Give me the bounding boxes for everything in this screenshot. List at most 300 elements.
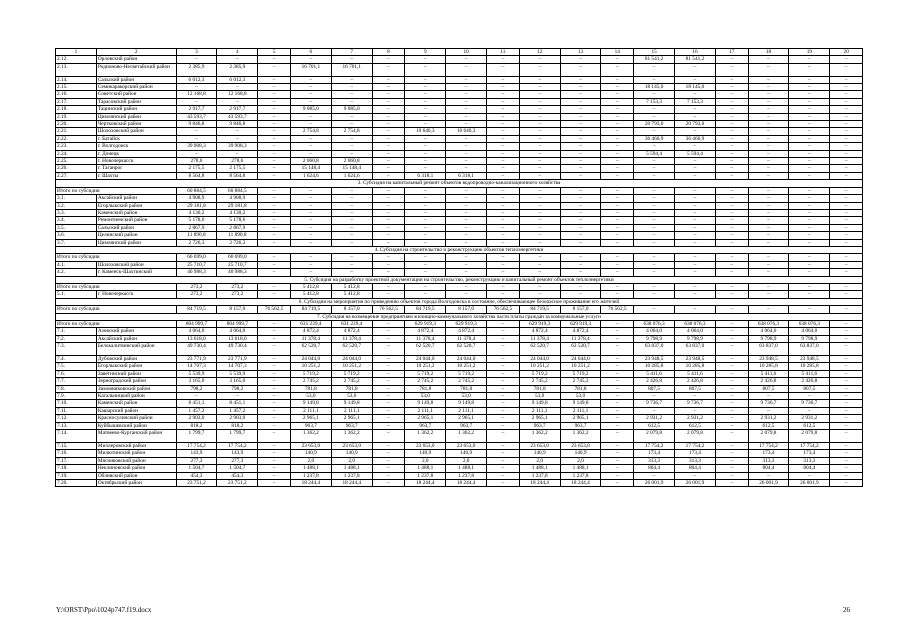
district-name: Советский район bbox=[96, 91, 176, 98]
value-cell: – bbox=[601, 202, 634, 209]
value-cell: – bbox=[258, 195, 291, 202]
value-cell: – bbox=[748, 158, 789, 165]
value-cell: 638 076,3 bbox=[634, 321, 675, 328]
value-cell: 2 726,3 bbox=[176, 239, 217, 246]
value-cell: – bbox=[675, 217, 716, 224]
value-cell: – bbox=[715, 306, 748, 313]
value-cell: – bbox=[217, 150, 258, 157]
value-cell: 1 237,8 bbox=[560, 472, 601, 479]
value-cell: 1 237,8 bbox=[519, 472, 560, 479]
value-cell: – bbox=[258, 217, 291, 224]
table-row bbox=[56, 363, 863, 370]
value-cell: – bbox=[601, 76, 634, 83]
value-cell: – bbox=[675, 269, 716, 276]
value-cell: – bbox=[830, 165, 863, 172]
value-cell: 18 145,0 bbox=[675, 84, 716, 91]
value-cell: 631 239,4 bbox=[290, 321, 331, 328]
value-cell: – bbox=[830, 343, 863, 356]
value-cell: 29 181,8 bbox=[176, 202, 217, 209]
value-cell: – bbox=[560, 291, 601, 298]
value-cell: – bbox=[560, 195, 601, 202]
district-name: Зерноградский район bbox=[96, 378, 176, 385]
value-cell: 2 931,2 bbox=[789, 415, 830, 422]
value-cell: 36 466,9 bbox=[675, 135, 716, 142]
value-cell: 629 919,3 bbox=[405, 321, 446, 328]
value-cell: – bbox=[487, 150, 520, 157]
value-cell: – bbox=[830, 356, 863, 363]
value-cell: 1 237,8 bbox=[331, 472, 372, 479]
row-number: 2.12. bbox=[56, 56, 97, 63]
value-cell: 2 931,2 bbox=[634, 415, 675, 422]
value-cell: – bbox=[830, 442, 863, 449]
value-cell: – bbox=[675, 283, 716, 290]
value-cell: 40 988,3 bbox=[217, 269, 258, 276]
district-name: Орловский район bbox=[96, 56, 176, 63]
value-cell: – bbox=[748, 239, 789, 246]
value-cell: 17 754,2 bbox=[217, 442, 258, 449]
value-cell: – bbox=[601, 209, 634, 216]
value-cell: 2 965,1 bbox=[331, 415, 372, 422]
table-row bbox=[56, 232, 863, 239]
value-cell: – bbox=[830, 172, 863, 179]
value-cell: – bbox=[715, 430, 748, 443]
value-cell: 16 701,1 bbox=[331, 63, 372, 76]
value-cell: 804,4 bbox=[675, 465, 716, 472]
value-cell: 9 149,8 bbox=[446, 400, 487, 407]
column-number-cell: 17 bbox=[715, 49, 748, 56]
value-cell: – bbox=[258, 465, 291, 472]
value-cell: – bbox=[789, 187, 830, 194]
value-cell: – bbox=[290, 84, 331, 91]
value-cell: 23 653,0 bbox=[446, 442, 487, 449]
row-number: 7.9. bbox=[56, 393, 97, 400]
value-cell: 629 919,3 bbox=[519, 321, 560, 328]
value-cell: – bbox=[519, 291, 560, 298]
value-cell: – bbox=[487, 202, 520, 209]
value-cell: – bbox=[372, 291, 405, 298]
value-cell: 638 076,3 bbox=[789, 321, 830, 328]
value-cell: – bbox=[446, 165, 487, 172]
value-cell: – bbox=[560, 91, 601, 98]
table-row bbox=[56, 143, 863, 150]
value-cell: 2 385,9 bbox=[217, 63, 258, 76]
value-cell: – bbox=[258, 261, 291, 268]
row-number: 7.10. bbox=[56, 400, 97, 407]
value-cell: 454,3 bbox=[176, 472, 217, 479]
value-cell: 2 426,8 bbox=[789, 378, 830, 385]
value-cell: – bbox=[487, 283, 520, 290]
value-cell: – bbox=[258, 269, 291, 276]
value-cell: – bbox=[372, 98, 405, 105]
value-cell: – bbox=[258, 450, 291, 457]
value-cell: 13 618,0 bbox=[176, 335, 217, 342]
value-cell: – bbox=[331, 56, 372, 63]
value-cell: – bbox=[634, 217, 675, 224]
value-cell: – bbox=[601, 442, 634, 449]
value-cell: – bbox=[601, 335, 634, 342]
value-cell: – bbox=[487, 76, 520, 83]
value-cell: – bbox=[290, 135, 331, 142]
value-cell: 140,9 bbox=[331, 450, 372, 457]
value-cell: – bbox=[372, 63, 405, 76]
value-cell: – bbox=[789, 269, 830, 276]
value-cell: – bbox=[290, 76, 331, 83]
value-cell: – bbox=[331, 217, 372, 224]
value-cell: 4 872,4 bbox=[560, 328, 601, 335]
value-cell: 2 917,7 bbox=[176, 106, 217, 113]
value-cell: – bbox=[519, 128, 560, 135]
value-cell: 76 562,5 bbox=[258, 306, 291, 313]
value-cell: – bbox=[715, 400, 748, 407]
value-cell: – bbox=[258, 370, 291, 377]
value-cell: 9 149,8 bbox=[290, 400, 331, 407]
value-cell: – bbox=[405, 269, 446, 276]
value-cell: 5 411,6 bbox=[748, 370, 789, 377]
value-cell: – bbox=[601, 385, 634, 392]
value-cell: – bbox=[331, 239, 372, 246]
value-cell: 60 884,5 bbox=[217, 187, 258, 194]
value-cell: – bbox=[446, 291, 487, 298]
value-cell: 76 562,5 bbox=[487, 306, 520, 313]
value-cell: 2 965,1 bbox=[519, 415, 560, 422]
value-cell: – bbox=[258, 239, 291, 246]
value-cell: – bbox=[487, 261, 520, 268]
row-number: 2.26. bbox=[56, 165, 97, 172]
value-cell: – bbox=[258, 209, 291, 216]
value-cell: – bbox=[789, 407, 830, 414]
value-cell: – bbox=[372, 450, 405, 457]
value-cell: 454,3 bbox=[217, 472, 258, 479]
value-cell: 9 798,9 bbox=[748, 335, 789, 342]
value-cell: – bbox=[372, 165, 405, 172]
district-name: Шолоховский район bbox=[96, 128, 176, 135]
value-cell: – bbox=[830, 321, 863, 328]
value-cell: – bbox=[675, 232, 716, 239]
subtotal-row bbox=[56, 321, 863, 328]
value-cell: – bbox=[830, 91, 863, 98]
value-cell: – bbox=[519, 98, 560, 105]
value-cell: 23 653,0 bbox=[331, 442, 372, 449]
row-number: 7.7. bbox=[56, 378, 97, 385]
value-cell: 5 719,2 bbox=[290, 370, 331, 377]
section-heading-row bbox=[56, 313, 863, 320]
row-number: 7.6. bbox=[56, 370, 97, 377]
value-cell: – bbox=[715, 217, 748, 224]
value-cell: – bbox=[217, 393, 258, 400]
value-cell: 11 378,4 bbox=[405, 335, 446, 342]
value-cell: – bbox=[830, 217, 863, 224]
value-cell: 9 085,0 bbox=[331, 106, 372, 113]
value-cell: 963,7 bbox=[290, 422, 331, 429]
value-cell: – bbox=[372, 209, 405, 216]
table-row bbox=[56, 63, 863, 76]
column-number-cell: 1 bbox=[56, 49, 97, 56]
value-cell: – bbox=[601, 195, 634, 202]
value-cell: – bbox=[830, 106, 863, 113]
value-cell: – bbox=[830, 232, 863, 239]
value-cell: 9 149,8 bbox=[560, 400, 601, 407]
value-cell: – bbox=[446, 217, 487, 224]
value-cell: – bbox=[290, 91, 331, 98]
district-name: Азовский район bbox=[96, 328, 176, 335]
value-cell: – bbox=[830, 209, 863, 216]
value-cell: – bbox=[675, 91, 716, 98]
value-cell: 5 539,9 bbox=[176, 370, 217, 377]
value-cell: 15 148,4 bbox=[290, 165, 331, 172]
value-cell: – bbox=[748, 261, 789, 268]
value-cell: 10 251,2 bbox=[560, 363, 601, 370]
value-cell: – bbox=[748, 63, 789, 76]
district-name: Белокалитвинский район bbox=[96, 343, 176, 356]
value-cell: 9 736,7 bbox=[675, 400, 716, 407]
value-cell: – bbox=[258, 84, 291, 91]
district-name: Чертковский район bbox=[96, 121, 176, 128]
value-cell: – bbox=[487, 393, 520, 400]
value-cell: 313,3 bbox=[748, 457, 789, 464]
value-cell: 17 754,2 bbox=[176, 442, 217, 449]
district-name: Семикаракорский район bbox=[96, 84, 176, 91]
value-cell: 24 044,0 bbox=[519, 356, 560, 363]
value-cell: 10 251,2 bbox=[446, 363, 487, 370]
table-row bbox=[56, 385, 863, 392]
value-cell: – bbox=[446, 254, 487, 261]
value-cell: 26 001,9 bbox=[675, 479, 716, 486]
value-cell: 807,5 bbox=[748, 385, 789, 392]
value-cell: – bbox=[331, 84, 372, 91]
value-cell: – bbox=[830, 385, 863, 392]
value-cell: 2 079,8 bbox=[748, 430, 789, 443]
value-cell: – bbox=[601, 113, 634, 120]
value-cell: 10 285,8 bbox=[675, 363, 716, 370]
value-cell: – bbox=[715, 113, 748, 120]
value-cell: – bbox=[258, 283, 291, 290]
value-cell: 2 745,2 bbox=[560, 378, 601, 385]
section-heading: 7. Субсидия на возмещение предприятиям жилищно-коммунального хозяйства части платы граждан за коммунальные услуги bbox=[56, 313, 863, 320]
district-name: Сальский район bbox=[96, 224, 176, 231]
value-cell: 963,7 bbox=[519, 422, 560, 429]
value-cell: 6 318,1 bbox=[405, 172, 446, 179]
value-cell: 1 488,1 bbox=[446, 465, 487, 472]
value-cell: – bbox=[715, 422, 748, 429]
value-cell: – bbox=[634, 407, 675, 414]
value-cell: 612,5 bbox=[748, 422, 789, 429]
value-cell: – bbox=[405, 106, 446, 113]
value-cell: – bbox=[789, 76, 830, 83]
value-cell: – bbox=[789, 128, 830, 135]
value-cell: – bbox=[258, 335, 291, 342]
row-number: 3.3. bbox=[56, 209, 97, 216]
value-cell: – bbox=[290, 150, 331, 157]
value-cell: – bbox=[519, 165, 560, 172]
value-cell: – bbox=[634, 195, 675, 202]
district-name: Аксайский район bbox=[96, 335, 176, 342]
value-cell: – bbox=[372, 356, 405, 363]
value-cell: – bbox=[789, 254, 830, 261]
district-name: Шолоховский район bbox=[96, 261, 176, 268]
value-cell: 18 145,0 bbox=[634, 84, 675, 91]
value-cell: – bbox=[601, 415, 634, 422]
value-cell: – bbox=[487, 224, 520, 231]
section-heading: 3. Субсидия на капитальный ремонт объектов водопроводно-канализационного хозяйства bbox=[56, 180, 863, 187]
value-cell: – bbox=[715, 239, 748, 246]
value-cell: – bbox=[715, 356, 748, 363]
value-cell: 12 168,8 bbox=[217, 91, 258, 98]
value-cell: – bbox=[372, 321, 405, 328]
value-cell: – bbox=[601, 150, 634, 157]
value-cell: – bbox=[331, 135, 372, 142]
value-cell: – bbox=[405, 232, 446, 239]
value-cell: – bbox=[830, 239, 863, 246]
value-cell: 140,9 bbox=[405, 450, 446, 457]
value-cell: 23 948,5 bbox=[675, 356, 716, 363]
row-number: 2.17. bbox=[56, 98, 97, 105]
row-number: 2.20. bbox=[56, 121, 97, 128]
value-cell: – bbox=[258, 254, 291, 261]
value-cell: 4 064,0 bbox=[176, 328, 217, 335]
value-cell: 84 719,5 bbox=[405, 306, 446, 313]
value-cell: – bbox=[372, 378, 405, 385]
value-cell: – bbox=[601, 343, 634, 356]
value-cell: – bbox=[176, 84, 217, 91]
value-cell: – bbox=[715, 202, 748, 209]
value-cell: – bbox=[372, 269, 405, 276]
value-cell: – bbox=[715, 121, 748, 128]
value-cell: – bbox=[372, 202, 405, 209]
value-cell: – bbox=[634, 113, 675, 120]
value-cell: – bbox=[258, 121, 291, 128]
value-cell: 2 385,9 bbox=[176, 63, 217, 76]
value-cell: 1 237,8 bbox=[405, 472, 446, 479]
value-cell: – bbox=[258, 224, 291, 231]
value-cell: – bbox=[601, 457, 634, 464]
value-cell: – bbox=[634, 172, 675, 179]
value-cell: – bbox=[405, 283, 446, 290]
row-number: 3.1. bbox=[56, 195, 97, 202]
table-row bbox=[56, 239, 863, 246]
value-cell: – bbox=[830, 422, 863, 429]
value-cell: 62 520,7 bbox=[405, 343, 446, 356]
value-cell: 1 799,7 bbox=[176, 430, 217, 443]
value-cell: 43 593,7 bbox=[217, 113, 258, 120]
value-cell: 1 488,1 bbox=[331, 465, 372, 472]
value-cell: 11 378,4 bbox=[331, 335, 372, 342]
value-cell: 2 745,2 bbox=[446, 378, 487, 385]
table-row bbox=[56, 106, 863, 113]
value-cell: – bbox=[519, 84, 560, 91]
value-cell: 23 653,0 bbox=[405, 442, 446, 449]
value-cell: – bbox=[789, 165, 830, 172]
value-cell: – bbox=[258, 400, 291, 407]
row-number: 3.7. bbox=[56, 239, 97, 246]
value-cell: 638 076,3 bbox=[675, 321, 716, 328]
value-cell: – bbox=[405, 187, 446, 194]
value-cell: 18 244,4 bbox=[405, 479, 446, 486]
section-heading: 6. Субсидия на мероприятия по приведению объектов города Волгодонска в состояние, обеспечивающее безопасное проживание его жителей bbox=[56, 298, 863, 305]
table-row bbox=[56, 415, 863, 422]
value-cell: 23 653,0 bbox=[560, 442, 601, 449]
district-name: Мясниковский район bbox=[96, 457, 176, 464]
value-cell: – bbox=[519, 254, 560, 261]
row-number: 7.20. bbox=[56, 479, 97, 486]
value-cell: – bbox=[715, 76, 748, 83]
value-cell: – bbox=[830, 224, 863, 231]
value-cell: 9 846,8 bbox=[176, 121, 217, 128]
value-cell: 273,2 bbox=[176, 291, 217, 298]
value-cell: – bbox=[748, 195, 789, 202]
value-cell: 140,9 bbox=[519, 450, 560, 457]
value-cell: – bbox=[715, 143, 748, 150]
value-cell: 29 181,8 bbox=[217, 202, 258, 209]
value-cell: 13 618,0 bbox=[217, 335, 258, 342]
value-cell: – bbox=[258, 76, 291, 83]
value-cell: – bbox=[372, 430, 405, 443]
value-cell: 2 867,9 bbox=[217, 224, 258, 231]
value-cell: 84 719,5 bbox=[290, 306, 331, 313]
value-cell: – bbox=[290, 113, 331, 120]
value-cell: 1 504,7 bbox=[176, 465, 217, 472]
value-cell: – bbox=[601, 370, 634, 377]
district-name: г. Батайск bbox=[96, 135, 176, 142]
value-cell: 2 111,1 bbox=[331, 407, 372, 414]
value-cell: – bbox=[519, 135, 560, 142]
value-cell: 17 754,2 bbox=[748, 442, 789, 449]
value-cell: – bbox=[176, 150, 217, 157]
column-number-cell: 6 bbox=[290, 49, 331, 56]
value-cell: – bbox=[487, 472, 520, 479]
value-cell: 2 931,2 bbox=[675, 415, 716, 422]
value-cell: – bbox=[258, 158, 291, 165]
value-cell: – bbox=[372, 224, 405, 231]
value-cell: – bbox=[675, 393, 716, 400]
value-cell: 18 244,4 bbox=[290, 479, 331, 486]
value-cell: 40 988,3 bbox=[176, 269, 217, 276]
value-cell: 17 754,2 bbox=[789, 442, 830, 449]
value-cell: 4 872,4 bbox=[519, 328, 560, 335]
value-cell: – bbox=[830, 113, 863, 120]
value-cell: 7 153,3 bbox=[634, 98, 675, 105]
value-cell: – bbox=[830, 150, 863, 157]
value-cell: – bbox=[748, 172, 789, 179]
value-cell: – bbox=[675, 472, 716, 479]
value-cell: – bbox=[789, 472, 830, 479]
value-cell: – bbox=[560, 283, 601, 290]
value-cell: 18 244,4 bbox=[446, 479, 487, 486]
value-cell: 1 362,2 bbox=[290, 430, 331, 443]
value-cell: – bbox=[748, 224, 789, 231]
row-number: 7.13. bbox=[56, 422, 97, 429]
district-name: Цимлянский район bbox=[96, 113, 176, 120]
value-cell: – bbox=[789, 172, 830, 179]
value-cell: – bbox=[405, 165, 446, 172]
value-cell: – bbox=[601, 158, 634, 165]
value-cell: 1 237,8 bbox=[446, 472, 487, 479]
value-cell: 10 285,8 bbox=[748, 363, 789, 370]
value-cell: – bbox=[290, 239, 331, 246]
value-cell: – bbox=[748, 209, 789, 216]
table-row bbox=[56, 430, 863, 443]
row-number: 7.5. bbox=[56, 363, 97, 370]
value-cell: – bbox=[601, 128, 634, 135]
value-cell: – bbox=[560, 135, 601, 142]
value-cell: – bbox=[372, 91, 405, 98]
value-cell: – bbox=[487, 232, 520, 239]
value-cell: – bbox=[372, 400, 405, 407]
column-number-cell: 3 bbox=[176, 49, 217, 56]
value-cell: – bbox=[372, 56, 405, 63]
value-cell: 1 624,6 bbox=[331, 172, 372, 179]
value-cell: 807,5 bbox=[634, 385, 675, 392]
table-row bbox=[56, 465, 863, 472]
